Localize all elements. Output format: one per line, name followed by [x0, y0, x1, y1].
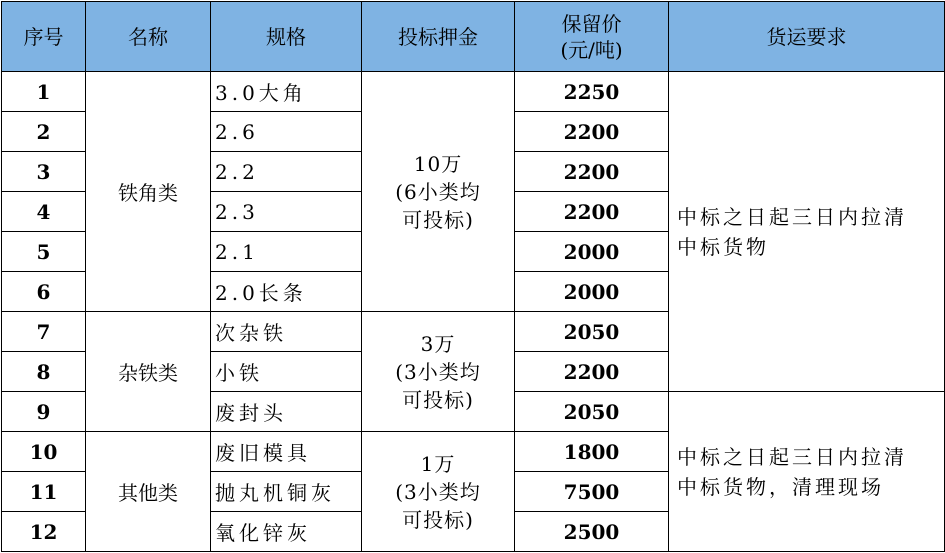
row-spec: 小铁	[211, 352, 362, 392]
group-deposit	[362, 72, 515, 312]
group-name: 其他类	[86, 432, 211, 552]
row-spec: 2.3	[211, 192, 362, 232]
row-spec: 氧化锌灰	[211, 512, 362, 552]
row-spec: 次杂铁	[211, 312, 362, 352]
row-price: 2050	[515, 392, 669, 432]
row-price: 2000	[515, 272, 669, 312]
row-price: 2500	[515, 512, 669, 552]
deposit-note: (3小类均	[395, 479, 481, 504]
row-price: 7500	[515, 472, 669, 512]
deposit-amount: 1万	[420, 451, 456, 476]
row-price: 1800	[515, 432, 669, 472]
deposit-note: 可投标)	[402, 507, 474, 532]
deposit-note: 可投标)	[402, 207, 474, 232]
row-spec: 2.6	[211, 112, 362, 152]
row-price: 2200	[515, 112, 669, 152]
row-no: 3	[2, 152, 86, 192]
row-no: 8	[2, 352, 86, 392]
deposit-note: 可投标)	[402, 387, 474, 412]
row-no: 1	[2, 72, 86, 112]
row-no: 10	[2, 432, 86, 472]
group-name: 铁角类	[86, 72, 211, 312]
requirement-text: 中标货物	[677, 234, 769, 259]
row-no: 9	[2, 392, 86, 432]
row-no: 4	[2, 192, 86, 232]
row-price: 2200	[515, 192, 669, 232]
shipping-requirement	[669, 72, 945, 392]
row-spec: 抛丸机铜灰	[211, 472, 362, 512]
row-spec: 2.0长条	[211, 272, 362, 312]
row-spec: 3.0大角	[211, 72, 362, 112]
row-spec: 废旧模具	[211, 432, 362, 472]
table-row	[2, 72, 945, 112]
row-no: 5	[2, 232, 86, 272]
header-deposit: 投标押金	[362, 2, 515, 72]
header-row	[2, 2, 945, 72]
row-price: 2000	[515, 232, 669, 272]
requirement-text: 中标之日起三日内拉清	[677, 444, 907, 469]
row-price: 2050	[515, 312, 669, 352]
row-no: 11	[2, 472, 86, 512]
auction-table	[1, 1, 945, 552]
header-name: 名称	[86, 2, 211, 72]
header-reserve-price-unit: (元/吨)	[560, 37, 623, 62]
shipping-requirement	[669, 392, 945, 552]
deposit-note: (3小类均	[395, 359, 481, 384]
row-spec: 2.2	[211, 152, 362, 192]
requirement-text: 中标货物，清理现场	[677, 474, 884, 499]
requirement-text: 中标之日起三日内拉清	[677, 204, 907, 229]
row-spec: 废封头	[211, 392, 362, 432]
deposit-note: (6小类均	[395, 179, 481, 204]
group-name: 杂铁类	[86, 312, 211, 432]
row-no: 2	[2, 112, 86, 152]
row-price: 2200	[515, 152, 669, 192]
deposit-amount: 10万	[413, 151, 463, 176]
header-spec: 规格	[211, 2, 362, 72]
row-price: 2250	[515, 72, 669, 112]
header-reserve-price	[515, 2, 669, 72]
row-price: 2200	[515, 352, 669, 392]
deposit-amount: 3万	[420, 331, 456, 356]
group-deposit	[362, 432, 515, 552]
row-spec: 2.1	[211, 232, 362, 272]
header-reserve-price-label: 保留价	[561, 11, 622, 36]
header-shipping: 货运要求	[669, 2, 945, 72]
row-no: 12	[2, 512, 86, 552]
group-deposit	[362, 312, 515, 432]
row-no: 7	[2, 312, 86, 352]
row-no: 6	[2, 272, 86, 312]
header-no: 序号	[2, 2, 86, 72]
